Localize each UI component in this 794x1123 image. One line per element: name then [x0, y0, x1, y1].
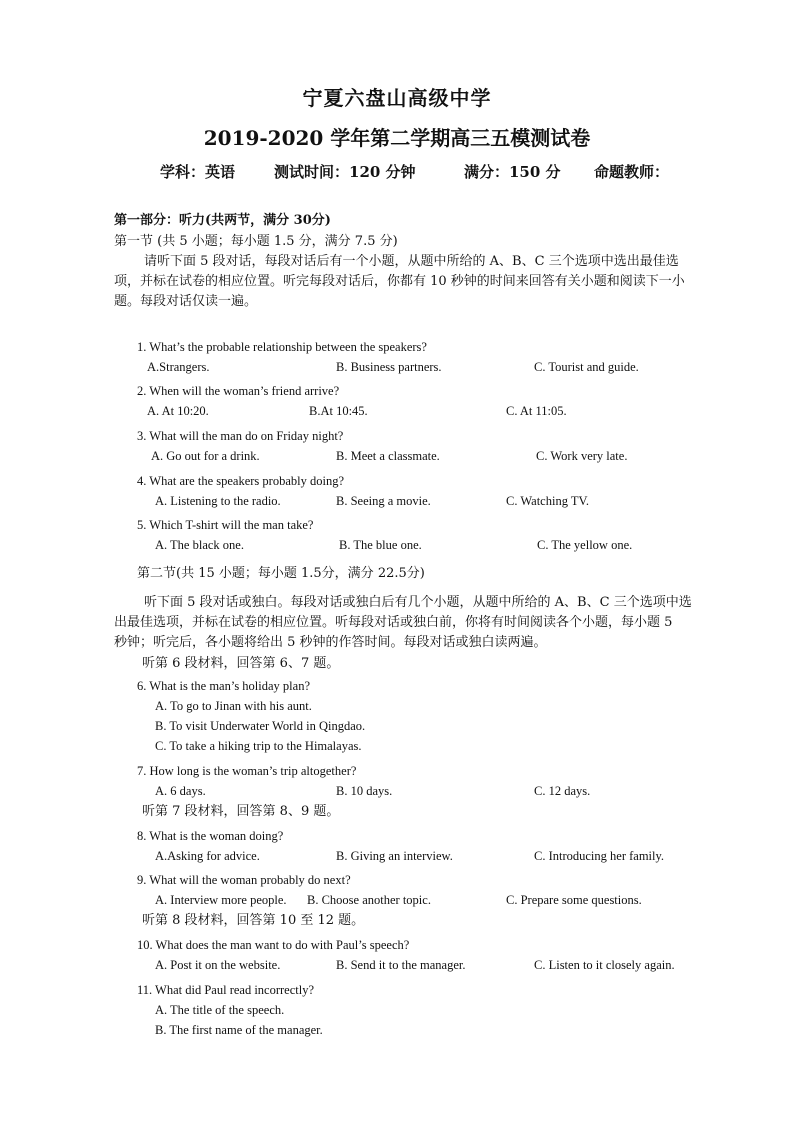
option-b: B. To visit Underwater World in Qingdao.: [155, 719, 366, 733]
material-note: 听第 7 段材料，回答第 8、9 题。: [142, 804, 340, 819]
option-b: B.At 10:45.: [309, 404, 368, 418]
option-c: C. The yellow one.: [537, 538, 633, 552]
score-label: 满分：150 分: [464, 163, 561, 181]
option-b: B. Meet a classmate.: [336, 449, 440, 463]
option-c: C. Introducing her family.: [534, 849, 665, 863]
section2-instructions-line: 秒钟；听完后，各小题将给出 5 秒钟的作答时间。每段对话或独白读两遍。: [114, 635, 547, 650]
option-a: A. The black one.: [155, 538, 244, 552]
subject-label: 学科：英语: [160, 163, 236, 181]
section2-instructions-line: 出最佳选项，并标在试卷的相应位置。听每段对话或独白前，你将有时间阅读各个小题，每小题 5: [114, 615, 673, 630]
option-c: C. Tourist and guide.: [534, 360, 639, 374]
option-a: A. Interview more people.: [155, 893, 287, 907]
option-b: B. Giving an interview.: [336, 849, 453, 863]
option-b: B. Seeing a movie.: [336, 494, 431, 508]
option-c: C. Prepare some questions.: [506, 893, 642, 907]
question-stem: 5. Which T-shirt will the man take?: [137, 518, 314, 532]
option-a: A.Strangers.: [147, 360, 210, 374]
part1-title: 第一部分：听力(共两节，满分 30分): [114, 213, 331, 228]
option-a: A. At 10:20.: [147, 404, 209, 418]
material-note: 听第 8 段材料，回答第 10 至 12 题。: [142, 913, 365, 928]
question-stem: 6. What is the man’s holiday plan?: [137, 679, 310, 693]
option-a: A.Asking for advice.: [155, 849, 260, 863]
section1-instructions-line: 题。每段对话仅读一遍。: [114, 294, 258, 309]
question-stem: 1. What’s the probable relationship between the speakers?: [137, 340, 427, 354]
question-stem: 11. What did Paul read incorrectly?: [137, 983, 315, 997]
option-b: B. The first name of the manager.: [155, 1023, 323, 1037]
question-stem: 10. What does the man want to do with Paul’s speech?: [137, 938, 410, 952]
option-a: A. Listening to the radio.: [155, 494, 281, 508]
option-b: B. Business partners.: [336, 360, 442, 374]
school-name: 宁夏六盘山高级中学: [302, 86, 492, 110]
option-a: A. The title of the speech.: [155, 1003, 285, 1017]
section1-instructions-line: 项，并标在试卷的相应位置。听完每段对话后，你都有 10 秒钟的时间来回答有关小题和阅读下一小: [114, 274, 685, 289]
question-stem: 4. What are the speakers probably doing?: [137, 474, 344, 488]
option-b: B. Choose another topic.: [307, 893, 431, 907]
question-stem: 8. What is the woman doing?: [137, 829, 284, 843]
option-c: C. To take a hiking trip to the Himalayas.: [155, 739, 362, 753]
option-b: B. Send it to the manager.: [336, 958, 466, 972]
exam-title: 2019-2020 学年第二学期高三五模测试卷: [203, 126, 591, 150]
option-c: C. Listen to it closely again.: [534, 958, 675, 972]
option-a: A. 6 days.: [155, 784, 206, 798]
section1-title: 第一节 (共 5 小题；每小题 1.5 分，满分 7.5 分): [114, 234, 398, 249]
option-b: B. 10 days.: [336, 784, 393, 798]
section1-instructions-line: 请听下面 5 段对话，每段对话后有一个小题，从题中所给的 A、B、C 三个选项中选出最佳选: [144, 254, 679, 269]
option-a: A. Post it on the website.: [155, 958, 281, 972]
time-label: 测试时间：120 分钟: [274, 163, 416, 181]
option-c: C. 12 days.: [534, 784, 591, 798]
option-a: A. To go to Jinan with his aunt.: [155, 699, 312, 713]
material-note: 听第 6 段材料，回答第 6、7 题。: [142, 656, 340, 671]
option-c: C. Watching TV.: [506, 494, 590, 508]
question-stem: 7. How long is the woman’s trip altogether?: [137, 764, 357, 778]
section2-title: 第二节(共 15 小题；每小题 1.5分，满分 22.5分): [137, 566, 425, 581]
question-stem: 2. When will the woman’s friend arrive?: [137, 384, 340, 398]
option-c: C. At 11:05.: [506, 404, 567, 418]
question-stem: 3. What will the man do on Friday night?: [137, 429, 344, 443]
section2-instructions-line: 听下面 5 段对话或独白。每段对话或独白后有几个小题，从题中所给的 A、B、C 三个选项中选: [144, 595, 692, 610]
option-b: B. The blue one.: [339, 538, 422, 552]
option-c: C. Work very late.: [536, 449, 628, 463]
option-a: A. Go out for a drink.: [151, 449, 260, 463]
teacher-label: 命题教师：: [594, 163, 670, 181]
question-stem: 9. What will the woman probably do next?: [137, 873, 351, 887]
